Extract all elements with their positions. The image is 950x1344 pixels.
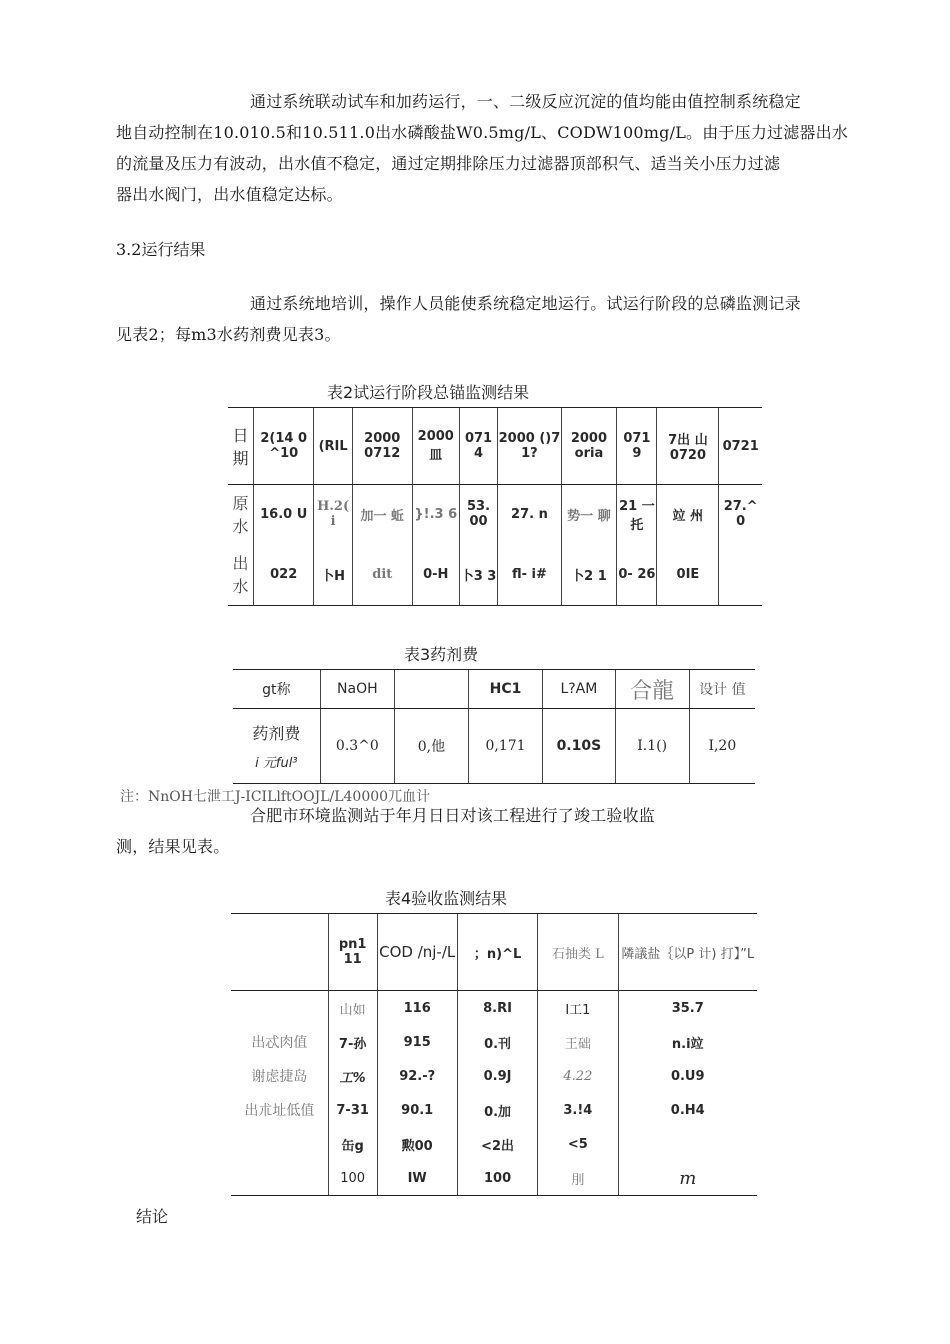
- table-cell: dit: [352, 543, 412, 606]
- cost-label: 药剂费: [252, 724, 301, 743]
- table-cell: pn1 11: [328, 914, 377, 991]
- table-cell: 0.加: [457, 1093, 537, 1127]
- table-cell: 071 4: [459, 408, 498, 485]
- conclusion-heading: 结论: [136, 1207, 169, 1226]
- table-cell: 4.22: [538, 1059, 618, 1093]
- table-cell: 0.9J: [457, 1059, 537, 1093]
- table-cell: 加一 蚯: [352, 485, 412, 544]
- table-cell: [231, 991, 328, 1026]
- table-cell: 915: [377, 1025, 457, 1059]
- table-cell: 3.!4: [538, 1093, 618, 1127]
- table-cell: 0IE: [657, 543, 719, 606]
- table-cell: 设计 值: [689, 670, 755, 709]
- table4-acceptance-results: [231, 913, 757, 1196]
- table3-caption: 表3药剂费: [404, 645, 479, 664]
- paragraph-line: 的流量及压力有波动，出水值不稳定，通过定期排除压力过滤器顶部积气、适当关小压力过滤: [116, 154, 781, 173]
- table-cell: 100: [457, 1161, 537, 1196]
- table-cell: 16.0 U: [253, 485, 313, 544]
- table-cell: 卜3 3: [459, 543, 498, 606]
- table-cell: 缶g: [328, 1127, 377, 1161]
- table-cell: [395, 670, 469, 709]
- table-cell: 2000 皿: [412, 408, 459, 485]
- table-header-row: [228, 408, 762, 485]
- paragraph-line: 测，结果见表。: [116, 837, 230, 856]
- table-cell: 0.刊: [457, 1025, 537, 1059]
- table-cell: 工%: [328, 1059, 377, 1093]
- table-cell: 53. 00: [459, 485, 498, 544]
- table-row: [231, 1025, 757, 1059]
- table-cell: 刖: [538, 1161, 618, 1196]
- table-cell: 92.-?: [377, 1059, 457, 1093]
- table-cell: 勲00: [377, 1127, 457, 1161]
- table-cell: I.1(): [615, 709, 689, 784]
- table-cell: 隣議盐｛以P 计) 打】”L: [618, 914, 757, 991]
- table-cell: 0.3^0: [320, 709, 394, 784]
- paragraph-acceptance: [116, 800, 868, 862]
- table-cell: COD /nj-/L: [377, 914, 457, 991]
- table-header-row: [233, 670, 755, 709]
- table-cell: 90.1: [377, 1093, 457, 1127]
- table-cell: 35.7: [618, 991, 757, 1026]
- paragraph-training: [116, 288, 868, 350]
- paragraph-line: 见表2；每m3水药剂费见表3。: [116, 325, 341, 344]
- table4-caption: 表4验收监测结果: [385, 889, 508, 908]
- table-cell: 出朮址低值: [244, 1103, 315, 1119]
- table-cell: L?AM: [543, 670, 615, 709]
- cost-unit: i 元ful³: [255, 756, 298, 771]
- paragraph-line: 通过系统联动试车和加药运行，一、二级反应沉淀的值均能由值控制系统稳定: [250, 92, 801, 111]
- table-cell: 2(14 0 ^10: [253, 408, 313, 485]
- table-cell: NaOH: [320, 670, 394, 709]
- table-cell: 0721: [719, 408, 762, 485]
- table-header-row: [231, 914, 757, 991]
- table-cell: 8.RI: [457, 991, 537, 1026]
- table-cell: 2000 0712: [352, 408, 412, 485]
- table-cell: [719, 543, 762, 606]
- table-cell: 原水: [232, 494, 249, 536]
- paragraph-line: 器出水阀门，出水值稳定达标。: [116, 185, 343, 204]
- paragraph-line: 地自动控制在10.010.5和10.511.0出水磷酸盐W0.5mg/L、CODW100mg/L。由于压力过滤器出水: [116, 123, 849, 142]
- table-cell: 0,他: [395, 709, 469, 784]
- table-cell: 071 9: [617, 408, 657, 485]
- table3-chemical-cost: [233, 669, 755, 784]
- table-cell: 日期: [228, 408, 253, 485]
- table-cell: 山如: [328, 991, 377, 1026]
- table-cell: 势一 聊: [561, 485, 617, 544]
- table-cell: 27.^ 0: [719, 485, 762, 544]
- table-cell: 出水: [228, 543, 253, 606]
- table-cell: 7-孙: [328, 1025, 377, 1059]
- table-cell: 100: [328, 1161, 377, 1196]
- table-cell: 27. n: [498, 485, 561, 544]
- table-cell: gt称: [233, 670, 320, 709]
- table-cell: 21 一托: [617, 485, 657, 544]
- table-cell: <2出: [457, 1127, 537, 1161]
- table-cell: 王础: [538, 1025, 618, 1059]
- table-cell: }!.3 6: [412, 485, 459, 544]
- table-cell: [231, 914, 328, 991]
- table-row: [231, 1093, 757, 1127]
- table-row: [231, 991, 757, 1026]
- table-cell: 022: [253, 543, 313, 606]
- table-cell: m: [618, 1161, 757, 1196]
- table-cell: 竝 州: [657, 485, 719, 544]
- table-note: 注：NnOH七泄工J-ICILlftOOJL/L40000兀血计: [120, 789, 431, 805]
- table-cell: IW: [377, 1161, 457, 1196]
- section-heading-3-2: 3.2运行结果: [116, 240, 206, 259]
- table-cell: 2000 oria: [561, 408, 617, 485]
- table-cell: 0-H: [412, 543, 459, 606]
- table-cell: 116: [377, 991, 457, 1026]
- table-cell: 0,171: [468, 709, 542, 784]
- table2-caption: 表2试运行阶段总锚监测结果: [327, 383, 530, 402]
- table-row: [233, 709, 755, 784]
- table-cell: [618, 1127, 757, 1161]
- table-cell: H.2( i: [314, 485, 352, 544]
- table-cell: 0.U9: [618, 1059, 757, 1093]
- table2-phosphorus-monitoring: [228, 407, 762, 606]
- table-cell: 谢虑捷岛: [251, 1069, 308, 1085]
- table-cell: [233, 709, 320, 784]
- table-cell: 卜2 1: [561, 543, 617, 606]
- table-cell: <5: [538, 1127, 618, 1161]
- table-cell: HC1: [468, 670, 542, 709]
- table-cell: 0.10S: [543, 709, 615, 784]
- table-row: [231, 1059, 757, 1093]
- table-cell: [231, 1127, 328, 1161]
- table-cell: (RIL: [314, 408, 352, 485]
- table-cell: 7出 山 0720: [657, 408, 719, 485]
- table-cell: ；n)^L: [457, 914, 537, 991]
- paragraph-line: 合肥市环境监测站于年月日日对该工程进行了竣工验收监: [250, 806, 656, 825]
- table-row: [231, 1127, 757, 1161]
- paragraph-operation: [116, 86, 868, 210]
- table-cell: [231, 1161, 328, 1196]
- table-cell: 0.H4: [618, 1093, 757, 1127]
- table-row: [228, 543, 762, 606]
- table-cell: 2000 ()7 1?: [498, 408, 561, 485]
- table-cell: 出忒肉值: [251, 1035, 308, 1051]
- table-cell: I工1: [538, 991, 618, 1026]
- table-cell: n.i竝: [618, 1025, 757, 1059]
- table-cell: 合龍: [615, 670, 689, 709]
- table-cell: fl- i#: [498, 543, 561, 606]
- table-cell: I,20: [689, 709, 755, 784]
- table-cell: 卜H: [314, 543, 352, 606]
- table-cell: 7-31: [328, 1093, 377, 1127]
- table-cell: 石抽类 L: [538, 914, 618, 991]
- table-row: [231, 1161, 757, 1196]
- table-row: [228, 485, 762, 544]
- table-cell: 0- 26: [617, 543, 657, 606]
- paragraph-line: 通过系统地培训，操作人员能使系统稳定地运行。试运行阶段的总磷监测记录: [250, 294, 801, 313]
